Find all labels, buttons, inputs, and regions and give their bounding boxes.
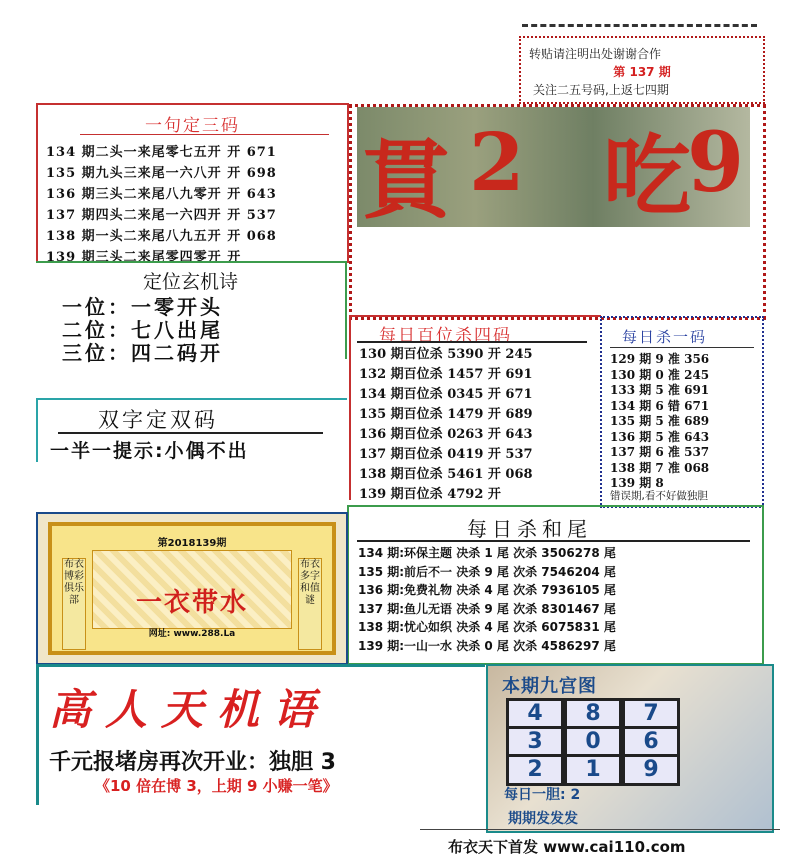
notice-top-rule [522,24,757,33]
shayi-panel [600,316,764,508]
baiwei-row: 130 期百位杀 5390 开 245 [359,347,533,362]
shayi-row: 135 期 5 准 689 [610,414,710,428]
jiugong-cell: 9 [622,754,680,786]
jiugong-cell: 7 [622,698,680,730]
poem-line: 二位：七八出尾 [62,318,223,342]
notice-issue: 第 137 期 [613,65,671,79]
baiwei-row: 139 期百位杀 4792 开 [359,487,501,502]
shayi-underline [610,347,754,348]
poem-panel [36,261,347,365]
jiugong-cell: 1 [564,754,622,786]
baiwei-row: 134 期百位杀 0345 开 671 [359,387,533,402]
baiwei-row: 135 期百位杀 1479 开 689 [359,407,533,422]
shahe-row: 136 期:免费礼物 决杀 4 尾 次杀 7936105 尾 [358,583,616,598]
shayi-footnote: 错误期,看不好做独胆 [610,490,708,502]
shahe-row: 139 期:一山一水 决杀 0 尾 次杀 4586297 尾 [358,638,616,653]
gaoren-panel [36,664,485,805]
gaoren-brand: 高人天机语 [49,685,330,734]
shayi-row: 136 期 5 准 643 [610,429,710,444]
yiyi-url: 网址: www.288.La [148,629,236,639]
yiyi-left-tag: 布衣博彩俱乐部 [62,558,86,650]
yiyi-card [36,512,348,665]
yiju-panel [36,103,349,263]
shahe-row: 137 期:鱼儿无语 决杀 9 尾 次杀 8301467 尾 [358,601,616,616]
shayi-row: 137 期 6 准 537 [610,445,710,459]
yiju-row: 137 期四头二来尾一六四开 开 537 [46,208,277,223]
shuang-underline [58,432,323,434]
yiyi-issue: 第2018139期 [157,538,227,549]
yiju-row: 138 期一头二来尾八九五开 开 068 [46,229,277,244]
shahe-row: 138 期:忧心如织 决杀 4 尾 次杀 6075831 尾 [358,620,616,635]
picture-char: 9 [687,115,745,211]
repost-notice: 转贴请注明出处谢谢合作 [529,47,662,61]
jiugong-cell: 3 [506,726,564,758]
shuang-panel [36,398,347,462]
shayi-row: 130 期 0 准 245 [610,367,710,382]
baiwei-row: 137 期百位杀 0419 开 537 [359,447,533,462]
shahe-row: 134 期:环保主题 决杀 1 尾 次杀 3506278 尾 [358,546,616,560]
jiugong-cell: 6 [622,726,680,758]
shahe-row: 135 期:前后不一 决杀 9 尾 次杀 7546204 尾 [358,564,616,579]
landscape-image [357,107,750,231]
baiwei-underline [357,341,587,343]
shayi-row: 139 期 8 [610,476,664,490]
baiwei-row: 138 期百位杀 5461 开 068 [359,467,533,482]
shuang-title: 双字定双码 [98,408,218,432]
shayi-title: 每日杀一码 [622,328,708,346]
jiugong-cell: 4 [506,698,564,730]
yiju-row: 135 期九头三来尾一六八开 开 698 [46,166,277,181]
shahe-underline [357,540,750,542]
baiwei-title: 每日百位杀四码 [379,326,512,346]
gaoren-headline: 千元报堵房再次开业：独胆 3 [49,750,336,775]
yiyi-motto: 一衣带水 [135,588,248,618]
jiugong-cell: 2 [506,754,564,786]
jiugong-panel [486,664,774,833]
jiugong-title: 本期九宫图 [502,676,597,697]
yiju-title: 一句定三码 [145,116,240,136]
yiju-row: 136 期三头二来尾八九零开 开 643 [46,187,277,202]
baiwei-panel [349,315,601,500]
picture-char: 吃 [603,124,692,228]
poem-line: 一位：一零开头 [62,295,223,319]
poem-line: 三位：四二码开 [62,341,223,365]
footer-rule [420,829,780,830]
baiwei-row: 136 期百位杀 0263 开 643 [359,427,533,442]
jiugong-dan: 每日一胆: 2 [504,787,581,803]
shahe-title: 每日杀和尾 [467,517,592,541]
jiugong-cell: 0 [564,726,622,758]
shayi-row: 133 期 5 准 691 [610,383,710,397]
gaoren-subline: 《10 倍在博 3，上期 9 小赚一笔》 [95,777,338,795]
repost-notice-box [519,36,765,104]
shayi-row: 129 期 9 准 356 [610,352,710,366]
jiugong-cell: 8 [564,698,622,730]
shayi-row: 138 期 7 准 068 [610,460,710,475]
yiju-underline [80,134,329,135]
jiugong-motto: 期期发发发 [508,811,578,827]
picture-char: 2 [469,115,525,209]
yiju-row: 134 期二头一来尾零七五开 开 671 [46,145,277,160]
yiyi-frame [48,522,336,655]
notice-focus: 关注二五号码,上返七四期 [533,83,669,97]
shahe-panel [347,505,764,665]
yiju-row: 139 期三头二来尾零四零开 开 [46,250,242,265]
shayi-row: 134 期 6 错 671 [610,398,710,413]
footer-site: 布衣天下首发 www.cai110.com [448,838,686,856]
yiyi-right-tag: 布衣多字和值谜 [298,558,322,650]
picture-char: 貫 [363,130,449,231]
poem-title: 定位玄机诗 [142,271,238,293]
baiwei-row: 132 期百位杀 1457 开 691 [359,367,533,382]
shuang-hint: 一半一提示:小偶不出 [50,440,249,462]
